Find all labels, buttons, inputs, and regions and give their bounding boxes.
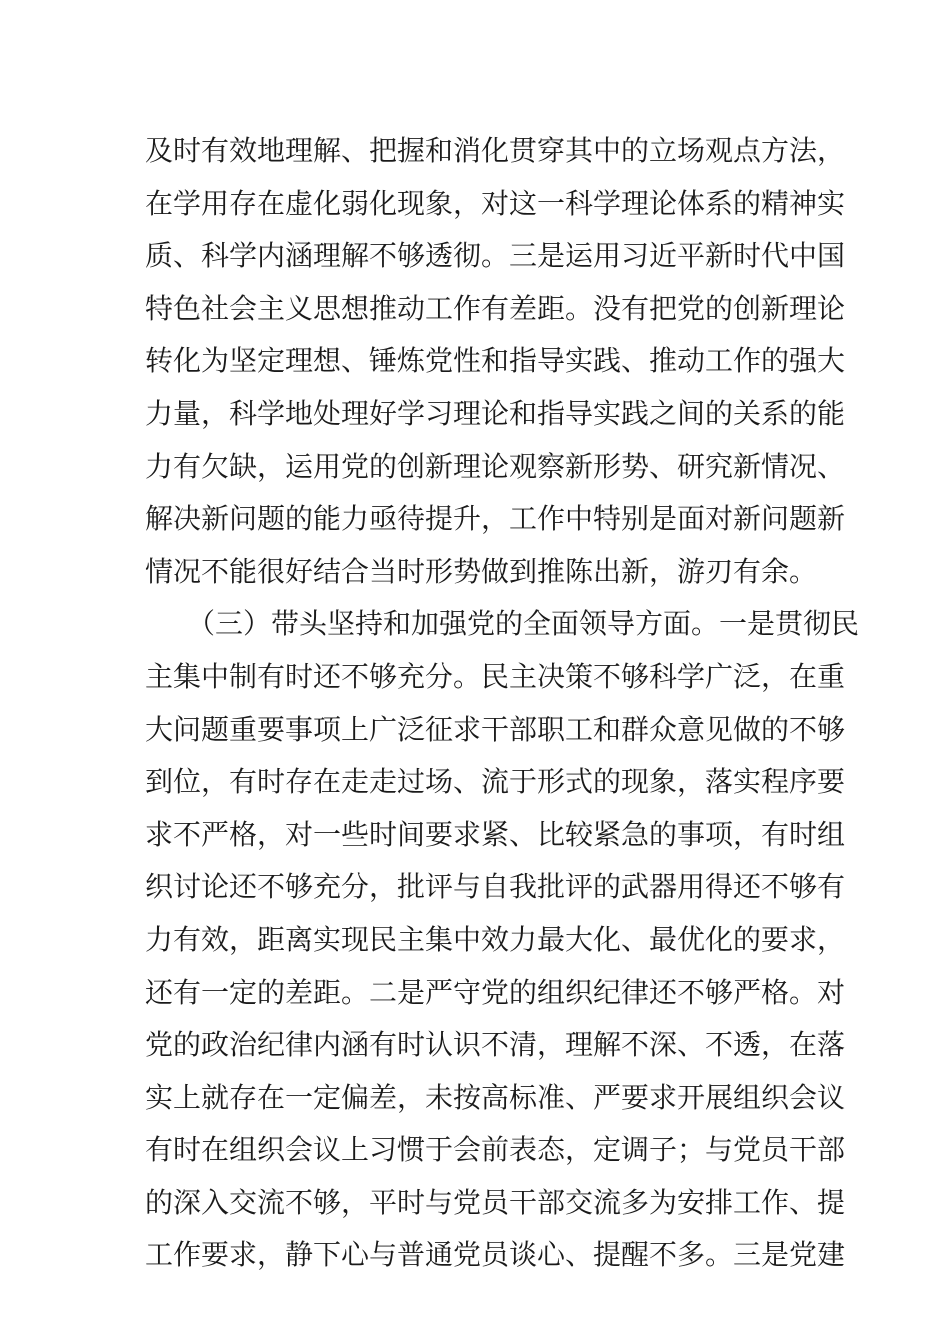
text-line: 工作要求，静下心与普通党员谈心、提醒不多。三是党建 [145, 1238, 846, 1272]
text-line: 主集中制有时还不够充分。民主决策不够科学广泛，在重 [145, 659, 846, 693]
text-line: 大问题重要事项上广泛征求干部职工和群众意见做的不够 [145, 712, 846, 746]
section-heading-line: （三）带头坚持和加强党的全面领导方面。一是贯彻民 [187, 607, 860, 641]
text-line: 在学用存在虚化弱化现象，对这一科学理论体系的精神实 [145, 186, 846, 220]
text-line: 还有一定的差距。二是严守党的组织纪律还不够严格。对 [145, 975, 846, 1009]
text-line: 转化为坚定理想、锤炼党性和指导实践、推动工作的强大 [145, 344, 846, 378]
text-line: 及时有效地理解、把握和消化贯穿其中的立场观点方法， [145, 134, 846, 167]
text-line: 织讨论还不够充分，批评与自我批评的武器用得还不够有 [145, 870, 846, 904]
text-line: 力有欠缺，运用党的创新理论观察新形势、研究新情况、 [145, 449, 846, 483]
text-line: 特色社会主义思想推动工作有差距。没有把党的创新理论 [145, 291, 846, 325]
text-line: 解决新问题的能力亟待提升，工作中特别是面对新问题新 [145, 502, 846, 536]
text-line: 党的政治纪律内涵有时认识不清，理解不深、不透，在落 [145, 1028, 846, 1062]
text-line: 求不严格，对一些时间要求紧、比较紧急的事项，有时组 [145, 817, 846, 851]
text-line: 有时在组织会议上习惯于会前表态，定调子；与党员干部 [145, 1133, 846, 1167]
text-line: 的深入交流不够，平时与党员干部交流多为安排工作、提 [145, 1185, 846, 1219]
body-text [145, 125, 860, 1282]
text-line: 质、科学内涵理解不够透彻。三是运用习近平新时代中国 [145, 239, 846, 273]
text-line: 力有效，距离实现民主集中效力最大化、最优化的要求， [145, 922, 846, 956]
text-line: 力量，科学地处理好学习理论和指导实践之间的关系的能 [145, 396, 846, 430]
text-line: 到位，有时存在走走过场、流于形式的现象，落实程序要 [145, 765, 846, 799]
text-line: 实上就存在一定偏差，未按高标准、严要求开展组织会议 [145, 1080, 846, 1114]
paragraph-end-line: 情况不能很好结合当时形势做到推陈出新，游刃有余。 [145, 554, 818, 588]
